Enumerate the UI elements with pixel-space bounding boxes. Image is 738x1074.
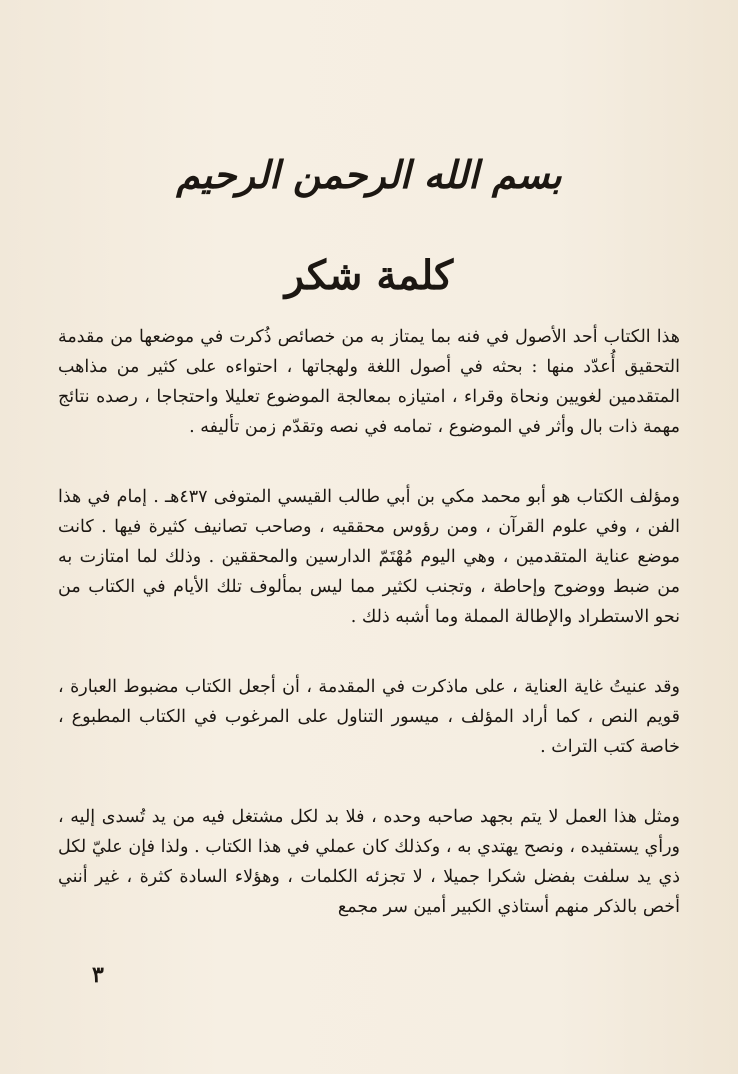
basmala-calligraphy: بسم الله الرحمن الرحيم — [176, 152, 562, 197]
paragraph-1: هذا الكتاب أحد الأصول في فنه بما يمتاز به من خصائص ذُكرت في موضعها من مقدمة التحقيق أُعدّد منها : بحثه في أصول اللغة ولهجاتها ، احتواءه على كثير من مذاهب المتقدمين لغويين ونحاة وقراء ، امتيازه بمعالجة الموضوع تعليلا واحتجاجا ، رصده نتائج مهمة ذات بال وأثر في الموضوع ، تمامه في نصه وتقدّم زمن تأليفه . — [58, 327, 680, 437]
page-number: ٣ — [92, 962, 104, 988]
body-text — [58, 322, 680, 922]
paragraph-3: وقد عنيتُ غاية العناية ، على ماذكرت في المقدمة ، أن أجعل الكتاب مضبوط العبارة ، قويم النص ، كما أراد المؤلف ، ميسور التناول على المرغوب في الكتاب المطبوع ، خاصة كتب التراث . — [58, 677, 680, 757]
paragraph-2: ومؤلف الكتاب هو أبو محمد مكي بن أبي طالب القيسي المتوفى ٤٣٧هـ . إمام في هذا الفن ، وفي علوم القرآن ، ومن رؤوس محققيه ، وصاحب تصانيف كثيرة فيها . كانت موضع عناية المتقدمين ، وهي اليوم مُهْتَمّ الدارسين والمحققين . وذلك لما امتازت به من ضبط ووضوح وإحاطة ، وتجنب لكثير مما ليس بمألوف تلك الأيام في الكتاب من نحو الاستطراد والإطالة المملة وما أشبه ذلك . — [58, 487, 680, 627]
paragraph-4: ومثل هذا العمل لا يتم بجهد صاحبه وحده ، فلا بد لكل مشتغل فيه من يد تُسدى إليه ، ورأي يستفيده ، ونصح يهتدي به ، وكذلك كان عملي في هذا الكتاب . ولذا فإن عليّ لكل ذي يد سلفت بفضل شكرا جميلا ، لا تجزئه الكلمات ، وهؤلاء السادة كثرة ، غير أنني أخص بالذكر منهم أستاذي الكبير أمين سر مجمع — [58, 807, 680, 917]
page-heading: كلمة شكر — [284, 252, 454, 299]
